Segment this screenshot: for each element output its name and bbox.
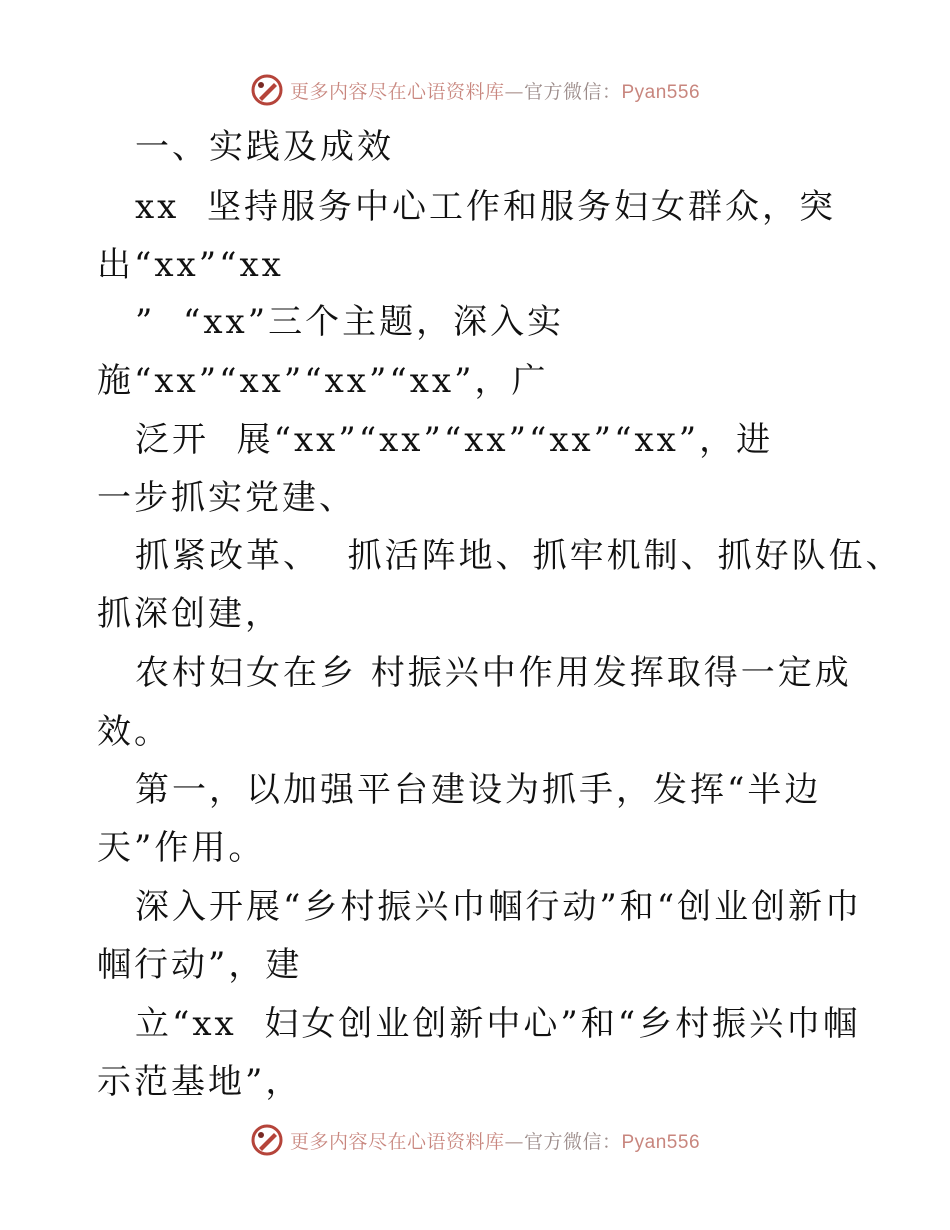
paragraph-line: 第一，以加强平台建设为抓手，发挥“半边 <box>135 770 822 810</box>
paragraph-line: 效。 <box>97 712 171 752</box>
paragraph-line: 农村妇女在乡 村振兴中作用发挥取得一定成 <box>135 653 852 693</box>
paragraph-line: 天”作用。 <box>97 828 266 868</box>
paragraph-line: xx 坚持服务中心工作和服务妇女群众，突 <box>135 187 836 227</box>
watermark-text: 更多内容尽在心语资料库—官方微信：Pyan556 <box>289 80 701 103</box>
paragraph-line: 帼行动”，建 <box>97 945 303 985</box>
paragraph-line: 抓紧改革、 抓活阵地、抓牢机制、抓好队伍、 <box>135 536 903 576</box>
paragraph-line: 抓深创建， <box>97 594 282 634</box>
paragraph-line: 出“xx”“xx <box>97 245 284 285</box>
watermark-footer <box>0 1120 950 1160</box>
paragraph-line: 深入开展“乡村振兴巾帼行动”和“创业创新巾 <box>135 887 863 927</box>
paragraph-line: 施“xx”“xx”“xx”“xx”，广 <box>97 361 549 401</box>
paragraph-line: 立“xx 妇女创业创新中心”和“乡村振兴巾帼 <box>135 1004 861 1044</box>
paragraph-line: 示范基地”， <box>97 1062 303 1102</box>
watermark-text: 更多内容尽在心语资料库—官方微信：Pyan556 <box>289 1130 701 1153</box>
paragraph-line: 泛开 展“xx”“xx”“xx”“xx”“xx”，进 <box>135 420 774 460</box>
section-heading: 一、实践及成效 <box>135 127 394 167</box>
paragraph-line: 一步抓实党建、 <box>97 478 356 518</box>
pen-logo-icon <box>250 1123 284 1157</box>
paragraph-line: ” “xx”三个主题，深入实 <box>135 302 565 342</box>
